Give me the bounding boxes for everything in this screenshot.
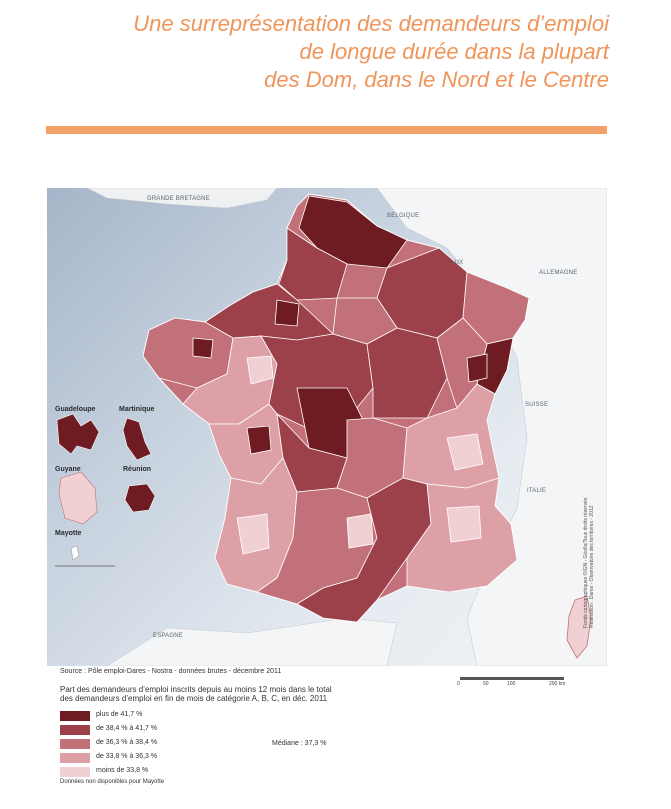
map-title xyxy=(49,10,609,94)
legend-label-3: de 36,3 % à 38,4 % xyxy=(96,739,158,746)
patch-dark-2 xyxy=(247,426,271,454)
title-line-2: de longue durée dans la plupart xyxy=(299,39,609,64)
scale-bar-fill xyxy=(460,677,564,680)
legend-swatch-4 xyxy=(60,753,90,763)
label-belgique: BELGIQUE xyxy=(387,213,420,219)
patch-dark-1 xyxy=(275,300,299,326)
legend-swatch-3 xyxy=(60,739,90,749)
legend-item-2 xyxy=(60,724,320,736)
source-note: Source : Pôle emploi-Dares - Nostra - données brutes - décembre 2011 xyxy=(60,668,282,675)
label-lux: LUX xyxy=(451,260,464,266)
land-espagne xyxy=(107,618,397,666)
label-allemagne: ALLEMAGNE xyxy=(539,270,578,276)
map-credits xyxy=(583,478,595,628)
median-value: Médiane : 37,3 % xyxy=(272,740,327,747)
label-mayotte: Mayotte xyxy=(55,530,82,537)
dom-guadeloupe xyxy=(57,414,99,454)
title-line-3: des Dom, dans le Nord et le Centre xyxy=(264,67,609,92)
label-uk: GRANDE BRETAGNE xyxy=(147,196,210,202)
label-guadeloupe: Guadeloupe xyxy=(55,406,96,413)
label-martinique: Martinique xyxy=(119,406,155,413)
legend-title xyxy=(60,685,360,703)
dom-martinique xyxy=(123,418,151,460)
legend-swatch-1 xyxy=(60,711,90,721)
scale-tick-50: 50 xyxy=(483,681,489,687)
scale-tick-200: 200 km xyxy=(549,681,566,687)
label-reunion: Réunion xyxy=(123,466,151,473)
title-line-1: Une surreprésentation des demandeurs d’emploi xyxy=(133,11,609,36)
patch-light-3 xyxy=(237,514,269,554)
patch-light-5 xyxy=(447,506,481,542)
legend-item-5 xyxy=(60,766,320,778)
legend-swatch-2 xyxy=(60,725,90,735)
dom-mayotte xyxy=(71,546,79,560)
legend-label-1: plus de 41,7 % xyxy=(96,711,143,718)
legend-swatch-5 xyxy=(60,767,90,777)
legend-label-5: moins de 33,8 % xyxy=(96,767,149,774)
scale-tick-0: 0 xyxy=(457,681,460,687)
title-rule xyxy=(46,126,607,134)
label-italie: ITALIE xyxy=(527,488,547,494)
nodata-note: Données non disponibles pour Mayotte xyxy=(60,779,165,785)
scale-tick-100: 100 xyxy=(507,681,516,687)
patch-light-4 xyxy=(347,514,373,548)
label-espagne: ESPAGNE xyxy=(153,633,183,639)
dom-guyane xyxy=(59,472,97,524)
patch-dark-4 xyxy=(193,338,213,358)
scale-bar xyxy=(457,675,567,691)
credits-line-1: Fonds cartographiques ©IGN - Géofla/Tous droits réservés xyxy=(583,497,589,628)
legend-item-4 xyxy=(60,752,320,764)
patch-dark-3 xyxy=(467,354,487,382)
dom-reunion xyxy=(125,484,155,512)
credits-line-2: Réalisation : Dares - Observatoire des territoires - 2012 xyxy=(589,505,595,628)
choropleth-map xyxy=(47,188,607,666)
label-guyane: Guyane xyxy=(55,466,81,473)
map-svg xyxy=(47,188,607,666)
legend-item-1 xyxy=(60,710,320,722)
legend-title-line-2: des demandeurs d’emploi en fin de mois de catégorie A, B, C, en déc. 2011 xyxy=(60,694,328,703)
legend-label-2: de 38,4 % à 41,7 % xyxy=(96,725,158,732)
label-suisse: SUISSE xyxy=(525,402,549,408)
legend-title-line-1: Part des demandeurs d’emploi inscrits depuis au moins 12 mois dans le total xyxy=(60,685,332,694)
legend-label-4: de 33,8 % à 36,3 % xyxy=(96,753,158,760)
